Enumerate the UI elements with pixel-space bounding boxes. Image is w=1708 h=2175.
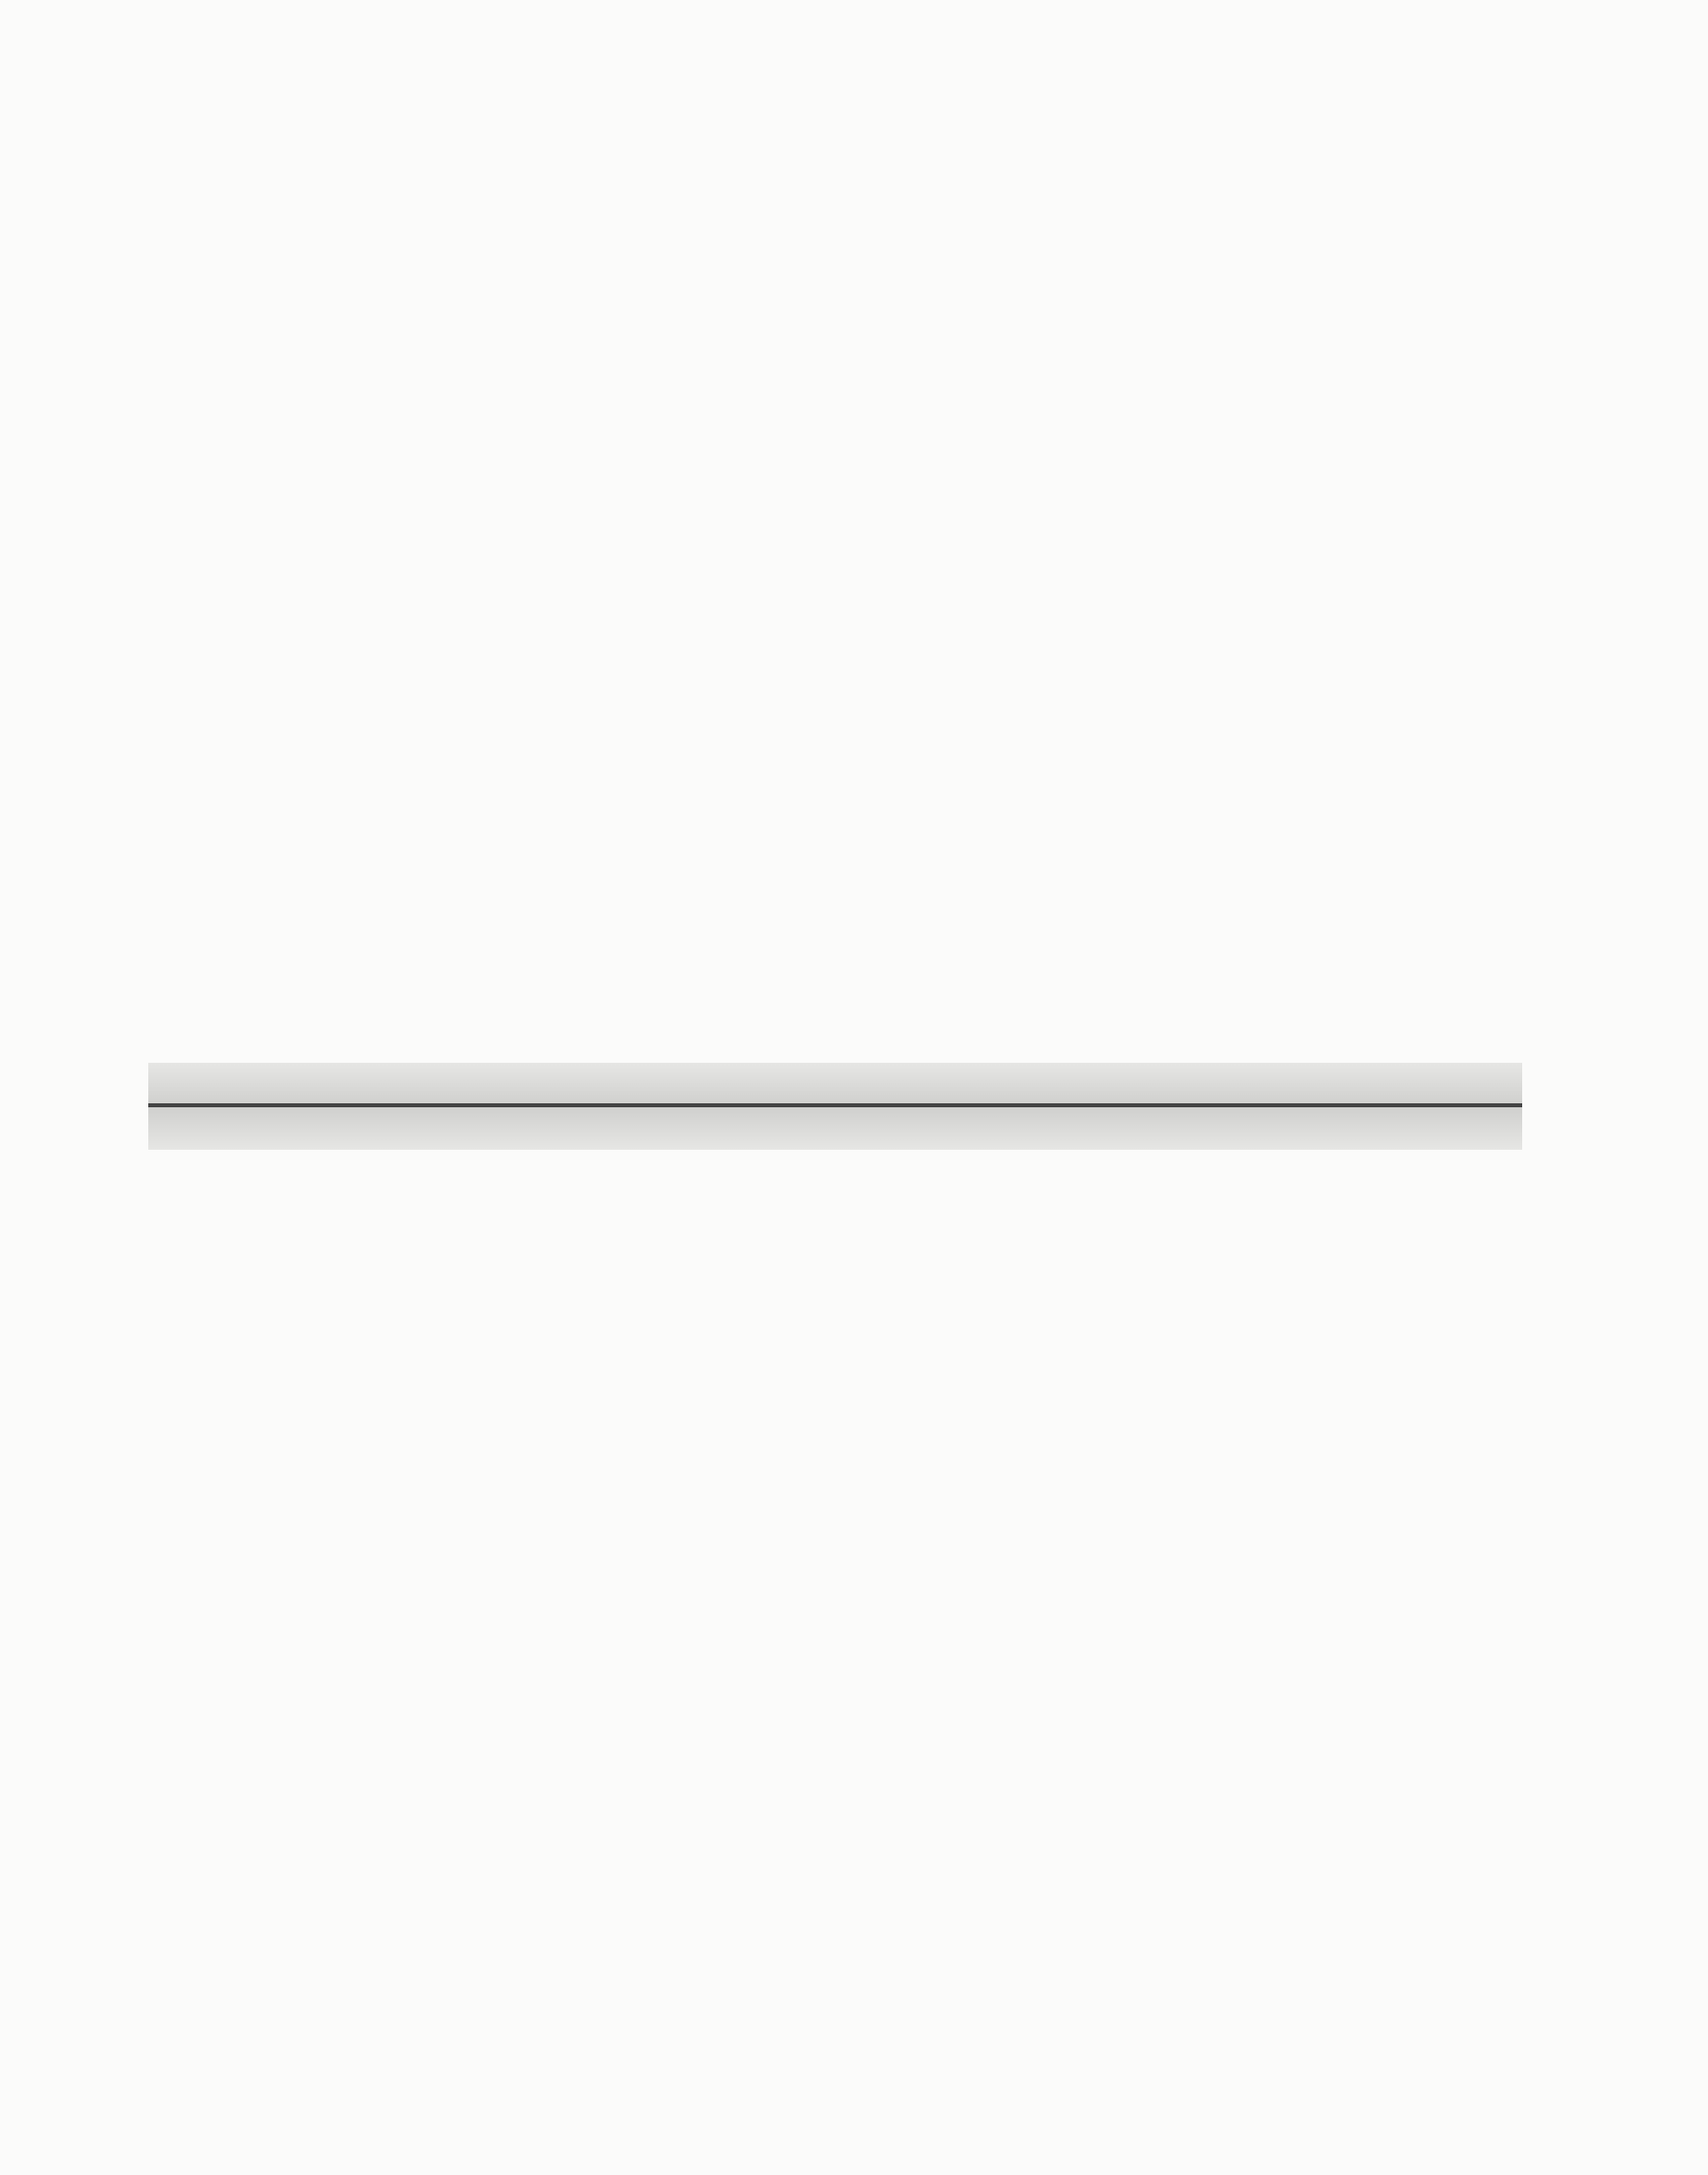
spiral-binding (178, 1080, 1522, 1139)
